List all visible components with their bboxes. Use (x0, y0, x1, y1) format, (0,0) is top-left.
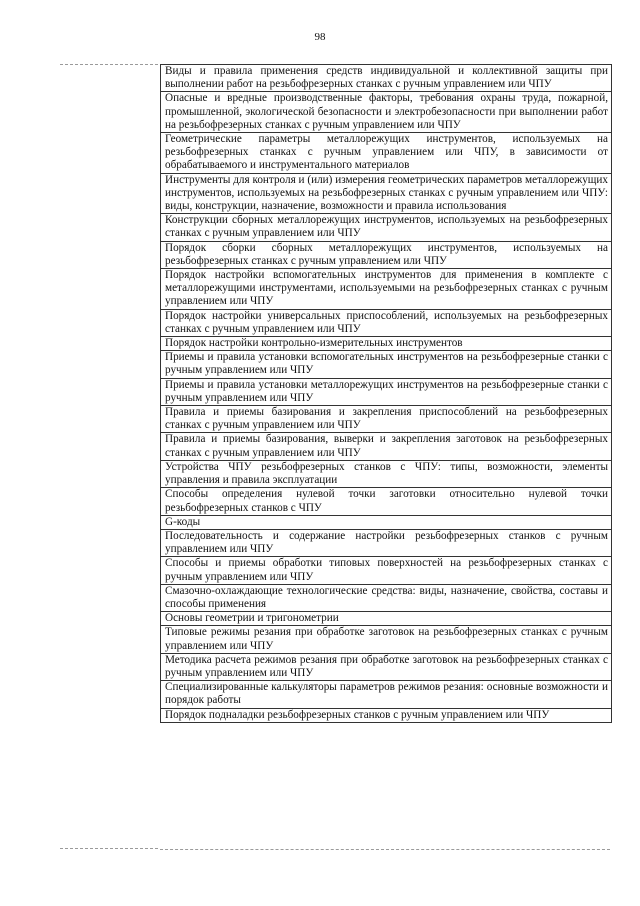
table-row: Конструкции сборных металлорежущих инструментов, используемых на резьбофрезерных станках с ручным управлением или ЧПУ (161, 214, 611, 241)
table-row: Порядок настройки контрольно-измерительных инструментов (161, 337, 611, 351)
table-row: Последовательность и содержание настройки резьбофрезерных станков с ручным управлением или ЧПУ (161, 530, 611, 557)
table-row: Способы и приемы обработки типовых поверхностей на резьбофрезерных станках с ручным управлением или ЧПУ (161, 557, 611, 584)
knowledge-table (160, 64, 612, 723)
table-row: Правила и приемы базирования и закрепления приспособлений на резьбофрезерных станках с ручным управлением или ЧПУ (161, 406, 611, 433)
table-row: Порядок подналадки резьбофрезерных станков с ручным управлением или ЧПУ (161, 709, 611, 723)
table-row: Методика расчета режимов резания при обработке заготовок на резьбофрезерных станках с ручным управлением или ЧПУ (161, 654, 611, 681)
table-row: Инструменты для контроля и (или) измерения геометрических параметров металлорежущих инструментов, используемых на резьбофрезерных станках с ручным управлением или ЧПУ: виды, конструкции, назначение, возможности и правила использования (161, 174, 611, 215)
table-row: Основы геометрии и тригонометрии (161, 612, 611, 626)
table-row: Смазочно-охлаждающие технологические средства: виды, назначение, свойства, составы и способы применения (161, 585, 611, 612)
page-number: 98 (314, 31, 326, 43)
table-row: Специализированные калькуляторы параметров режимов резания: основные возможности и порядок работы (161, 681, 611, 708)
table-row: Порядок настройки вспомогательных инструментов для применения в комплекте с металлорежущими инструментами, используемыми на резьбофрезерных станках с ручным управлением или ЧПУ (161, 269, 611, 310)
table-row: Опасные и вредные производственные факторы, требования охраны труда, пожарной, промышленной, экологической безопасности и электробезопасности при выполнении работ на резьбофрезерных станках с ручным управлением или ЧПУ (161, 92, 611, 133)
table-row: Виды и правила применения средств индивидуальной и коллективной защиты при выполнении работ на резьбофрезерных станках с ручным управлением или ЧПУ (161, 65, 611, 92)
table-row: Порядок настройки универсальных приспособлений, используемых на резьбофрезерных станках с ручным управлением или ЧПУ (161, 310, 611, 337)
table-row: Типовые режимы резания при обработке заготовок на резьбофрезерных станках с ручным управлением или ЧПУ (161, 626, 611, 653)
table-row: Геометрические параметры металлорежущих инструментов, используемых на резьбофрезерных станках с ручным управлением или ЧПУ, в зависимости от обрабатываемого и инструментального материалов (161, 133, 611, 174)
table-bottom-dashed-line (160, 849, 610, 850)
left-column-top-line (60, 64, 158, 65)
table-row: Приемы и правила установки вспомогательных инструментов на резьбофрезерные станки с ручным управлением или ЧПУ (161, 351, 611, 378)
table-row: Порядок сборки сборных металлорежущих инструментов, используемых на резьбофрезерных станках с ручным управлением или ЧПУ (161, 242, 611, 269)
table-row: G-коды (161, 516, 611, 530)
table-row: Способы определения нулевой точки заготовки относительно нулевой точки резьбофрезерных станков с ЧПУ (161, 488, 611, 515)
table-row: Приемы и правила установки металлорежущих инструментов на резьбофрезерные станки с ручным управлением или ЧПУ (161, 379, 611, 406)
table-row: Правила и приемы базирования, выверки и закрепления заготовок на резьбофрезерных станках с ручным управлением или ЧПУ (161, 433, 611, 460)
table-row: Устройства ЧПУ резьбофрезерных станков с ЧПУ: типы, возможности, элементы управления и правила эксплуатации (161, 461, 611, 488)
left-column-bottom-line (60, 848, 158, 849)
